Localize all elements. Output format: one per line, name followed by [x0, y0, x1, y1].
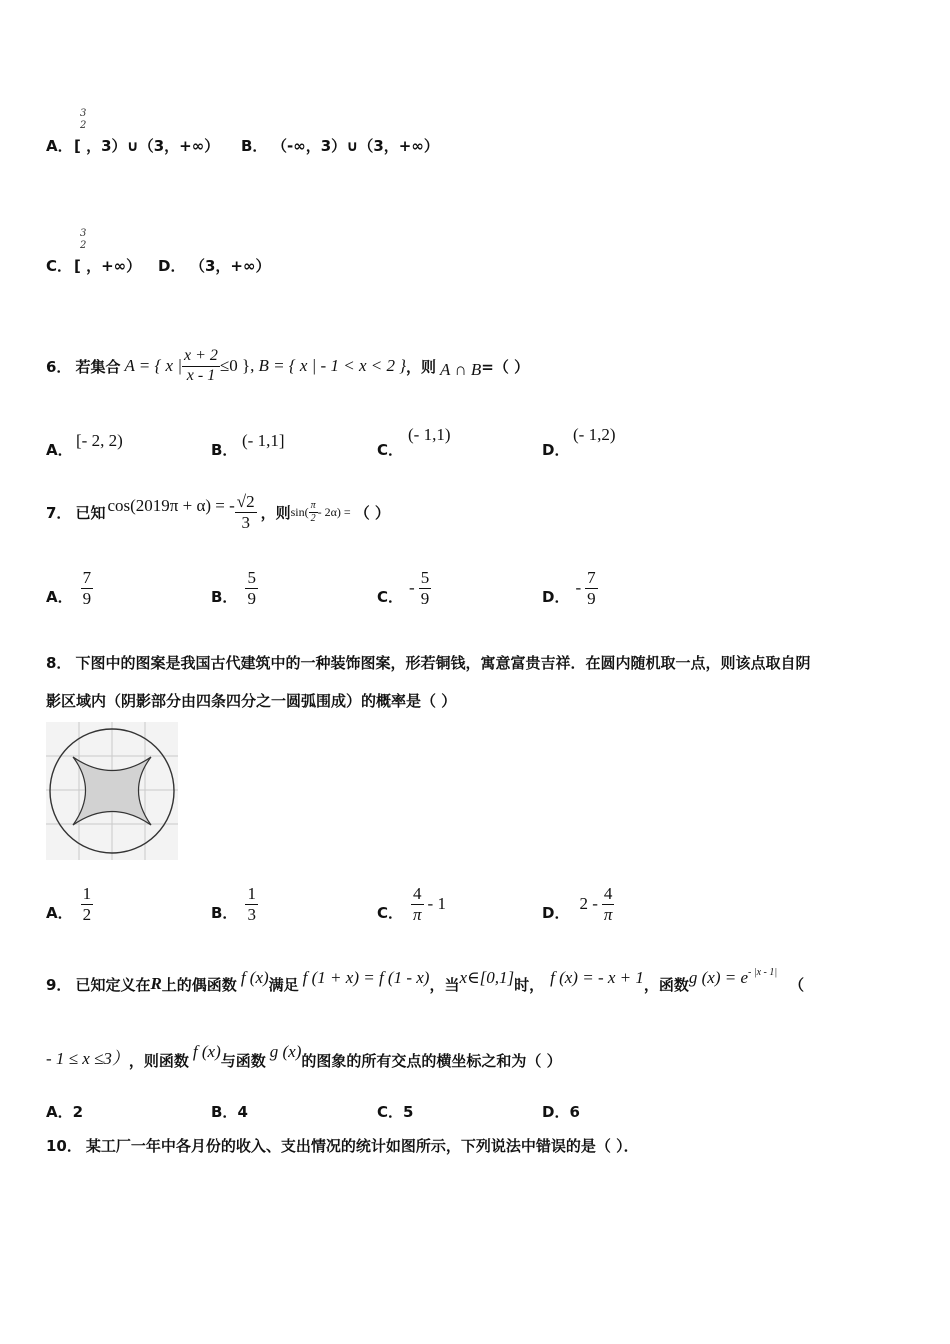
q8-option-a-num: 1 [82, 884, 92, 903]
q7-sin-prefix: sin( [290, 504, 309, 519]
q7-tail: （ ） [354, 503, 390, 522]
q9-option-d-value: 6 [569, 1103, 580, 1121]
q5-option-d-text: （3，+∞） [190, 257, 271, 275]
q9-exp: - |x - 1| [748, 966, 778, 978]
q9-cond: x∈[0,1] [459, 968, 515, 987]
q7-option-a-label: A． [46, 587, 73, 606]
q9-t2: 满足 [268, 975, 299, 994]
q9-number: 9． [46, 975, 72, 994]
q8-option-b [211, 884, 258, 924]
q7-option-c-label: C． [377, 587, 404, 606]
q7-option-a-fraction [81, 568, 94, 608]
q8-number: 8． [46, 654, 72, 672]
q10-stem [46, 1135, 639, 1156]
q7-option-d-sign: - [575, 578, 582, 598]
q9-option-a-label: A． [46, 1103, 73, 1121]
q7-option-b-num: 5 [247, 568, 256, 587]
q9-t4: 时， [514, 975, 545, 994]
q9-option-b-value: 4 [237, 1103, 248, 1121]
q9-eq1: f (1 + x) = f (1 - x) [302, 968, 430, 987]
q8-line1 [46, 652, 810, 673]
q8-option-a-den: 2 [82, 904, 92, 924]
q9-t8: 与函数 [220, 1051, 266, 1070]
q5-option-a-label: A． [46, 137, 73, 155]
q6-option-d-value: (- 1,2) [573, 425, 616, 444]
q6-set-a-fraction [182, 347, 220, 385]
q8-option-c [377, 884, 446, 924]
coin-pattern-svg [46, 722, 178, 860]
q7-option-d-fraction [585, 568, 598, 608]
q7-lead: 已知 [75, 503, 106, 522]
q5-option-a-fraction [80, 108, 86, 132]
q8-option-a-label: A． [46, 903, 73, 922]
q6-option-a-label: A． [46, 441, 73, 459]
q8-option-b-num: 1 [247, 884, 256, 903]
q7-option-d-label: D． [542, 587, 570, 606]
q5-option-c-fraction [80, 228, 86, 252]
q9-option-d-label: D． [542, 1103, 570, 1121]
q9-fx2: f (x) [192, 1042, 221, 1061]
q7-rhs-den: 3 [241, 512, 250, 532]
q8-option-d-fraction [602, 884, 615, 924]
q7-stem [46, 486, 390, 538]
q9-option-c-label: C． [377, 1103, 404, 1121]
q9-t3: ，当 [429, 975, 460, 994]
q5-a-frac-num: 3 [80, 108, 87, 119]
q7-option-c-sign: - [409, 578, 415, 598]
q8-option-d [542, 884, 614, 924]
q7-option-b [211, 568, 258, 608]
q5-option-c-label: C． [46, 257, 73, 275]
q5-option-b-text: （-∞，3）∪（3，+∞） [272, 137, 439, 155]
q8-option-c-num: 4 [411, 884, 424, 905]
q7-rhs-num: √2 [236, 491, 255, 511]
q7-option-c-den: 9 [420, 588, 430, 608]
q6-set-a-suffix: ≤0 }, [219, 356, 255, 375]
q9-t6: （ [789, 975, 805, 994]
q7-option-c-fraction [419, 568, 432, 608]
q6-option-c-value: (- 1,1) [408, 425, 451, 444]
q7-option-c-num: 5 [420, 568, 430, 587]
q6-option-a-value: [- 2, 2) [76, 431, 123, 450]
q6-number: 6． [46, 357, 72, 376]
q6-stem [46, 340, 529, 392]
q6-set-b: B = { x | - 1 < x < 2 } [258, 356, 407, 375]
q9-option-c-value: 5 [403, 1103, 414, 1121]
q8-option-d-pre: 2 - [579, 894, 598, 914]
q9-stem-line2 [46, 1040, 562, 1080]
q5-c-frac-num: 3 [80, 228, 87, 239]
q9-option-a [46, 1101, 83, 1122]
q7-option-a-num: 7 [82, 568, 92, 587]
q8-option-c-den: π [413, 904, 422, 924]
q7-option-d-num: 7 [587, 568, 596, 587]
q5-option-c-text: [ ，+∞） [74, 257, 142, 275]
q8-option-d-label: D． [542, 903, 570, 922]
q9-t1: 上的偶函数 [161, 975, 237, 994]
q8-option-d-num: 4 [602, 884, 615, 905]
q9-gx2: g (x) [269, 1042, 302, 1061]
q6-option-b-label: B． [211, 441, 238, 459]
q7-option-b-fraction [245, 568, 258, 608]
q8-line2: 影区域内（阴影部分由四条四分之一圆弧围成）的概率是（ ） [46, 692, 457, 710]
q8-option-c-label: C． [377, 903, 404, 922]
q5-c-frac-den: 2 [80, 240, 87, 251]
coin-pattern-figure [46, 722, 178, 860]
q7-option-a-den: 9 [82, 588, 92, 608]
q7-option-b-label: B． [211, 587, 238, 606]
q7-rhs-fraction [235, 492, 257, 532]
q9-option-d [542, 1101, 580, 1122]
q9-t7: ，则函数 [128, 1051, 189, 1070]
q6-expr: A ∩ B [440, 360, 482, 379]
q8-option-a-fraction [81, 884, 94, 924]
q9-fx: f (x) [240, 968, 269, 987]
q6-mid: ，则 [406, 357, 437, 376]
q9-r: R [150, 974, 162, 993]
q7-option-b-den: 9 [247, 588, 256, 608]
q7-sin-num: π [310, 500, 316, 511]
q7-option-c [377, 568, 431, 608]
q9-option-b [211, 1101, 248, 1122]
q9-t9: 的图象的所有交点的横坐标之和为（ ） [301, 1051, 562, 1070]
q7-sin-fraction [309, 500, 318, 524]
q10-number: 10． [46, 1137, 82, 1155]
q8-option-b-label: B． [211, 903, 238, 922]
q5-option-a-text: [ ，3）∪（3，+∞） [74, 137, 220, 155]
q8-line1-text: 下图中的图案是我国古代建筑中的一种装饰图案，形若铜钱，寓意富贵吉祥．在圆内随机取一点，则该点取自阴 [75, 654, 811, 672]
q7-option-a [46, 568, 93, 608]
q6-set-a-den: x - 1 [186, 366, 216, 384]
q7-number: 7． [46, 503, 72, 522]
q9-range: - 1 ≤ x ≤3） [46, 1048, 129, 1068]
q5-option-d-label: D． [158, 257, 186, 275]
q9-t5: ，函数 [643, 975, 689, 994]
q10-text: 某工厂一年中各月份的收入、支出情况的统计如图所示，下列说法中错误的是（ ）． [85, 1137, 639, 1155]
q6-lead: 若集合 [75, 357, 121, 376]
q9-stem-line1 [46, 964, 804, 1004]
q8-option-b-den: 3 [247, 904, 256, 924]
q6-set-a-num: x + 2 [182, 347, 220, 366]
q7-option-d [542, 568, 598, 608]
q8-option-c-fraction [411, 884, 424, 924]
q8-option-c-post: - 1 [427, 894, 446, 914]
q7-sin-suffix: - 2α) = [317, 504, 351, 519]
q8-option-d-den: π [603, 904, 613, 924]
q7-mid: ，则 [260, 503, 291, 522]
q6-option-b-value: (- 1,1] [242, 431, 285, 450]
q6-set-a-prefix: A = { x | [124, 356, 183, 375]
q9-option-a-value: 2 [72, 1103, 84, 1121]
q9-option-c [377, 1101, 413, 1122]
q9-eq2: f (x) = - x + 1 [550, 968, 644, 987]
q7-sin-den: 2 [310, 512, 316, 524]
q7-option-d-den: 9 [587, 588, 596, 608]
q9-option-b-label: B． [211, 1103, 238, 1121]
q9-gx: g (x) = e [688, 968, 749, 987]
q6-option-c-label: C． [377, 441, 404, 459]
q5-option-b-label: B． [241, 137, 268, 155]
q7-lhs: cos(2019π + α) = - [107, 496, 235, 515]
q8-option-b-fraction [245, 884, 258, 924]
q9-lead: 已知定义在 [75, 975, 151, 994]
q6-tail: =（ ） [481, 357, 530, 376]
q8-option-a [46, 884, 93, 924]
q6-option-d-label: D． [542, 441, 570, 459]
q5-a-frac-den: 2 [80, 120, 87, 131]
